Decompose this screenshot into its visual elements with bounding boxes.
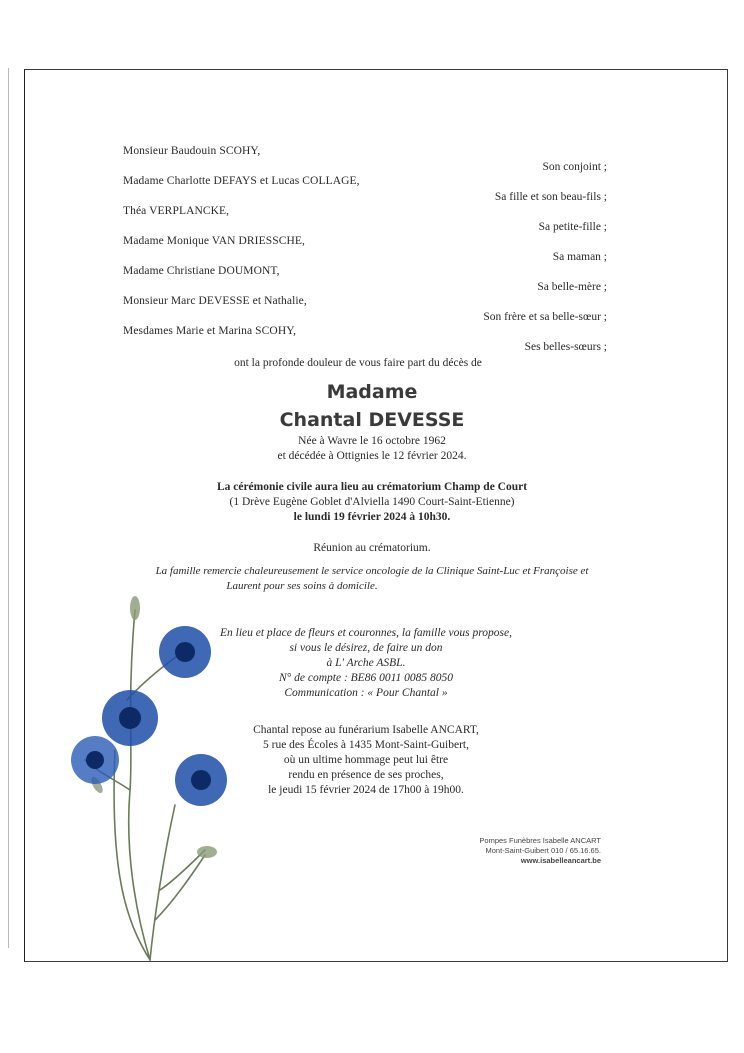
communication: Communication : « Pour Chantal » [284, 687, 448, 699]
funeral-home-info [479, 836, 601, 866]
visitation-line: le jeudi 15 février 2024 de 17h00 à 19h00. [268, 784, 464, 796]
flower-head [159, 626, 211, 678]
visitation-line: 5 rue des Écoles à 1435 Mont-Saint-Guibert, [263, 739, 469, 751]
deceased-title: Madame [326, 381, 418, 403]
family-relation: Son conjoint ; [542, 161, 607, 173]
ceremony-line: La cérémonie civile aura lieu au crématorium Champ de Court [216, 481, 528, 493]
visitation-line: où un ultime hommage peut lui être [283, 754, 449, 766]
visitation-line: rendu en présence de ses proches, [288, 769, 444, 781]
flower-head [102, 690, 158, 746]
family-relation: Sa maman ; [552, 251, 607, 263]
bank-account: N° de compte : BE86 0011 0085 8050 [279, 672, 453, 684]
visitation-line: Chantal repose au funérarium Isabelle ANCART, [253, 724, 479, 736]
flower-head [71, 736, 119, 784]
scan-edge-line [8, 68, 9, 948]
family-relation: Sa petite-fille ; [538, 221, 607, 233]
family-relation: Sa belle-mère ; [537, 281, 607, 293]
ceremony-address: (1 Drève Eugène Goblet d'Alviella 1490 Court-Saint-Etienne) [229, 496, 515, 508]
ceremony-date: le lundi 19 février 2024 à 10h30. [293, 511, 451, 523]
funeral-home-phone: Mont-Saint-Guibert 010 / 65.16.65. [485, 846, 601, 855]
cornflower-illustration-icon [55, 590, 235, 970]
family-relation: Sa fille et son beau-fils ; [494, 191, 607, 203]
reunion-note: Réunion au crématorium. [313, 542, 431, 554]
announcement: ont la profonde douleur de vous faire part du décès de [234, 357, 482, 369]
thanks-line: Laurent pour ses soins à domicile. [226, 580, 378, 592]
family-name: Madame Monique VAN DRIESSCHE, [123, 235, 306, 247]
thanks-line: La famille remercie chaleureusement le service oncologie de la Clinique Saint-Luc et Françoise et [155, 565, 589, 577]
deceased-name: Chantal DEVESSE [279, 409, 465, 431]
funeral-home-name: Pompes Funèbres Isabelle ANCART [479, 836, 601, 845]
family-name: Madame Charlotte DEFAYS et Lucas COLLAGE, [123, 175, 360, 187]
family-name: Madame Christiane DOUMONT, [123, 265, 280, 277]
funeral-home-website[interactable]: www.isabelleancart.be [520, 856, 601, 865]
flower-head [175, 754, 227, 806]
donation-line: En lieu et place de fleurs et couronnes, la famille vous propose, [219, 627, 513, 639]
family-name: Monsieur Marc DEVESSE et Nathalie, [123, 295, 307, 307]
donation-line: à L' Arche ASBL. [326, 657, 406, 669]
family-relation: Ses belles-sœurs ; [524, 341, 607, 353]
donation-line: si vous le désirez, de faire un don [289, 642, 443, 654]
family-relation: Son frère et sa belle-sœur ; [483, 311, 607, 323]
birth-info: Née à Wavre le 16 octobre 1962 [298, 435, 446, 447]
death-info: et décédée à Ottignies le 12 février 2024. [277, 450, 467, 462]
family-name: Théa VERPLANCKE, [123, 205, 230, 217]
family-name: Monsieur Baudouin SCOHY, [123, 145, 261, 157]
family-name: Mesdames Marie et Marina SCOHY, [123, 325, 297, 337]
